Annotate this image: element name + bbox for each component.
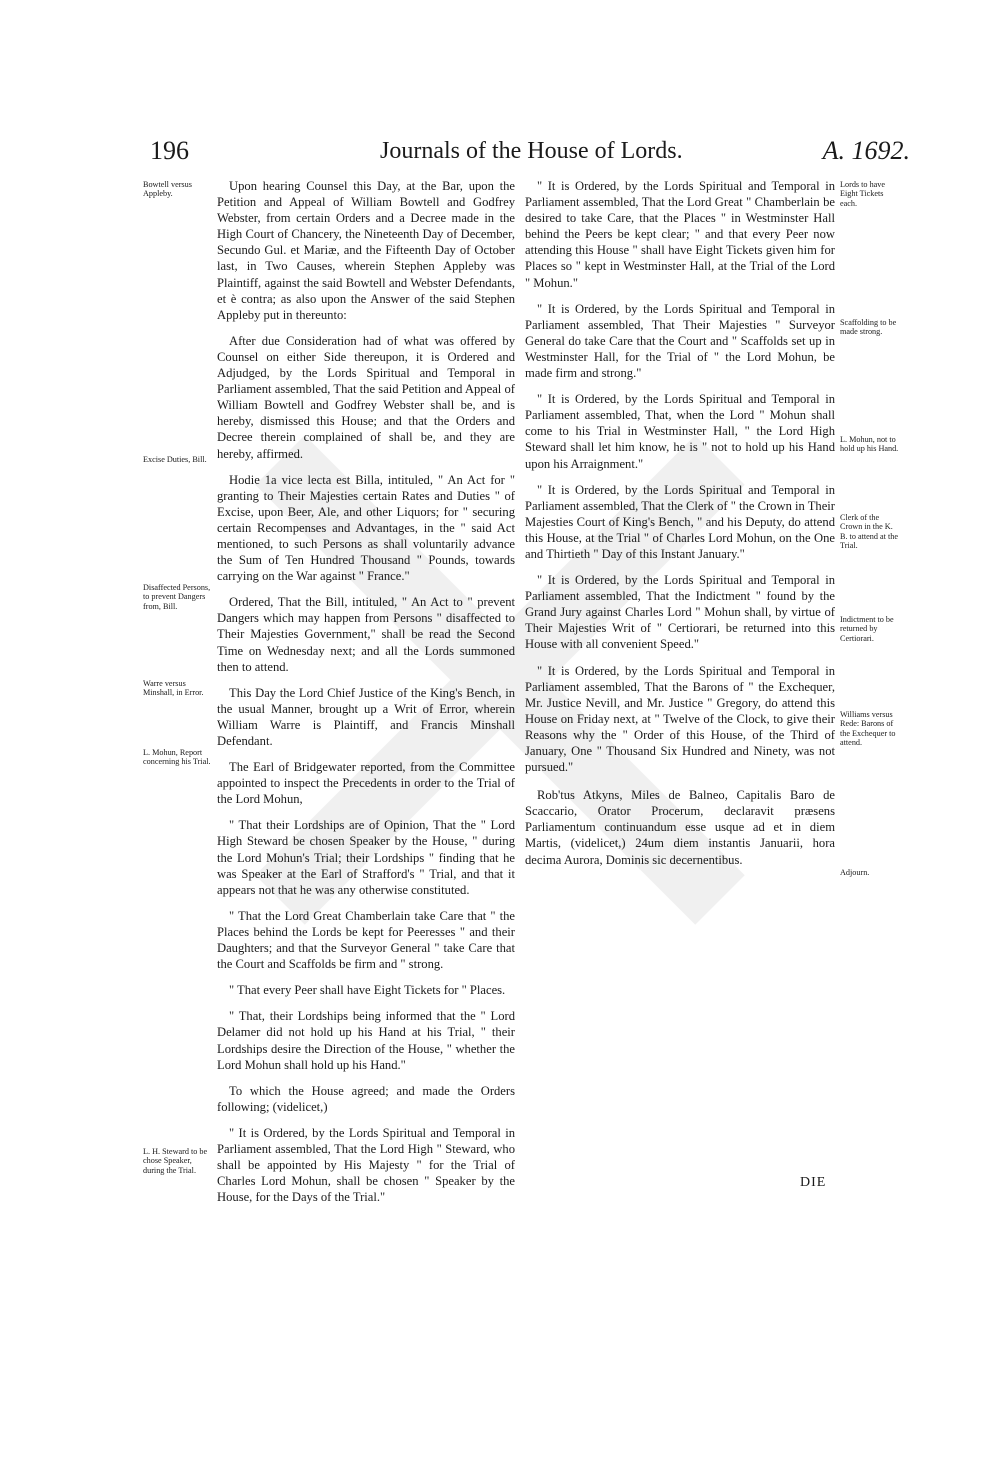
page-header [150, 136, 910, 176]
margin-note: Williams versus Rede: Barons of the Exchequer to attend. [840, 710, 896, 748]
journal-title: Journals of the House of Lords. [380, 138, 683, 164]
paragraph: " It is Ordered, by the Lords Spiritual and Temporal in Parliament assembled, That the Clerk of " the Crown in Their Majesties Court of King's Bench, " and his Deputy, do attend this House, at the Trial " of Charles Lord Mohun, on the One and Thirtieth " Day of this Instant January." [525, 482, 836, 561]
paragraph: This Day the Lord Chief Justice of the King's Bench, in the usual Manner, brought up a Writ of Error, wherein William Warre is Plaintiff, and Francis Minshall Defendant. [217, 685, 515, 748]
paragraph: " It is Ordered, by the Lords Spiritual and Temporal in Parliament assembled, That the Lord Great " Chamberlain be desired to take Care, that the Places " in Westminster Hall behind the Peers be kept clear; " and that every Peer now attending this House " shall have Eight Tickets given him for Places so " kept in Westminster Hall, at the Trial of the Lord " Mohun." [525, 179, 835, 290]
margin-note: L. Mohun, Report concerning his Trial. [143, 748, 211, 767]
margin-note: L. Mohun, not to hold up his Hand. [840, 435, 899, 454]
paragraph: " It is Ordered, by the Lords Spiritual and Temporal in Parliament assembled, That the Lord High " Steward, who shall be appointed by His Majesty " for the Trial of Charles Lord Mohun, shall be chosen " Speaker by the House, for the Days of the Trial." [217, 1125, 515, 1205]
paragraph: " That their Lordships are of Opinion, That the " Lord High Steward be chosen Speaker by the House, " during the Lord Mohun's Trial; their Lordships " finding that he was Speaker at the Earl of Strafford's " Trial, and that it appears not that he was any otherwise constituted. [217, 818, 515, 897]
paragraph: " It is Ordered, by the Lords Spiritual and Temporal in Parliament assembled, That, when the Lord " Mohun shall come to his Trial in Westminster Hall, " the Lord High Steward shall let him know, he is " not to hold up his Hand upon his Arraignment." [525, 392, 835, 471]
paragraph: " That every Peer shall have Eight Tickets for " Places. [229, 983, 506, 998]
margin-note: Warre versus Minshall, in Error. [143, 679, 204, 698]
paragraph: Rob'tus Atkyns, Miles de Balneo, Capitalis Baro de Scaccario, Orator Procerum, declaravit præsens Parliamentum continuandum esse usque ad et in diem Martis, (videlicet,) 24um diem instantis Januarii, hora decima Aurora, Dominis sic decernentibus. [525, 788, 835, 867]
paragraph: " That, their Lordships being informed that the " Lord Delamer did not hold up his Hand at his Trial, " their Lordships desire the Direction of the House, " whether the Lord Mohun shall hold up his Hand." [217, 1009, 515, 1072]
paragraph: Hodie 1a vice lecta est Billa, intituled, " An Act for " granting to Their Majesties certain Rates and Duties " of Excise, upon Beer, Ale, and other Liquors; for " securing certain Recompenses and Advantages, in the " said Act mentioned, to such Persons as shall voluntarily advance the Sum of Ten Hundred Thousand " Pounds, towards carrying on the War against " France." [217, 472, 515, 584]
catchword: DIE [800, 1175, 827, 1190]
margin-note: L. H. Steward to be chose Speaker, during the Trial. [143, 1147, 208, 1175]
paragraph: To which the House agreed; and made the Orders following; (videlicet,) [217, 1083, 515, 1114]
left-column [217, 178, 515, 1215]
right-column [525, 178, 835, 878]
paragraph: " That the Lord Great Chamberlain take Care that " the Places behind the Lords be kept for Peeresses " and their Daughters; and that the Surveyor General " take Care that the Court and Scaffolds be firm and " strong. [217, 908, 515, 972]
margin-note: Scaffolding to be made strong. [840, 318, 897, 337]
page-number: 196 [150, 136, 189, 165]
margin-note: Bowtell versus Appleby. [143, 180, 192, 199]
margin-note: Clerk of the Crown in the K. B. to attend at the Trial. [840, 513, 898, 551]
margin-note: Excise Duties, Bill. [143, 455, 207, 464]
margin-note: Lords to have Eight Tickets each. [840, 180, 886, 208]
margin-note: Disaffected Persons, to prevent Dangers from, Bill. [143, 583, 211, 611]
year-label: A. 1692. [822, 136, 910, 165]
paragraph: The Earl of Bridgewater reported, from the Committee appointed to inspect the Precedents in order to the Trial of the Lord Mohun, [217, 760, 515, 807]
paragraph: " It is Ordered, by the Lords Spiritual and Temporal in Parliament assembled, That Their Majesties " Surveyor General do take Care that the Court and " Scaffolds set up in Westminster Hall, for the Trial of " the Lord Mohun, be made firm and strong." [525, 301, 835, 381]
paragraph: " It is Ordered, by the Lords Spiritual and Temporal in Parliament assembled, That the Indictment " found by the Grand Jury against Charles Lord " Mohun shall, by virtue of Their Majesties Writ of " Certiorari, be returned into this House with all convenient Speed." [525, 573, 835, 652]
paragraph: " It is Ordered, by the Lords Spiritual and Temporal in Parliament assembled, That the Barons of " the Exchequer, Mr. Justice Nevill, and Mr. Justice " Gregory, do attend this House on Friday next, at " Twelve of the Clock, to give their Reasons why the " Order of this House, of the Third of January, One " Thousand Six Hundred and Ninety, was not pursued." [525, 663, 835, 775]
margin-note: Indictment to be returned by Certiorari. [840, 615, 894, 643]
paragraph: Upon hearing Counsel this Day, at the Bar, upon the Petition and Appeal of William Bowtell and Godfrey Webster, from certain Orders and a Decree made in the High Court of Chancery, the Nineteenth Day of December, Secundo Gul. et Mariæ, and the Fifteenth Day of October last, in Two Causes, wherein Stephen Appleby was Plaintiff, against the said Bowtell and Webster Defendants, et è contra; as also upon the Answer of the said Stephen Appleby put in thereunto: [217, 179, 515, 322]
paragraph: Ordered, That the Bill, intituled, " An Act to " prevent Dangers which may happen from Persons " disaffected to Their Majesties Government," shall be read the Second Time on Wednesday next; and all the Lords summoned then to attend. [217, 595, 515, 674]
margin-note: Adjourn. [840, 868, 870, 877]
paragraph: After due Consideration had of what was offered by Counsel on either Side thereupon, it is Ordered and Adjudged, by the Lords Spiritual and Temporal in Parliament assembled, That the said Petition and Appeal of William Bowtell and Godfrey Webster shall be, and is hereby, dismissed this House; and that the Orders and Decree therein complained of shall be, and they are hereby, affirmed. [217, 333, 515, 461]
